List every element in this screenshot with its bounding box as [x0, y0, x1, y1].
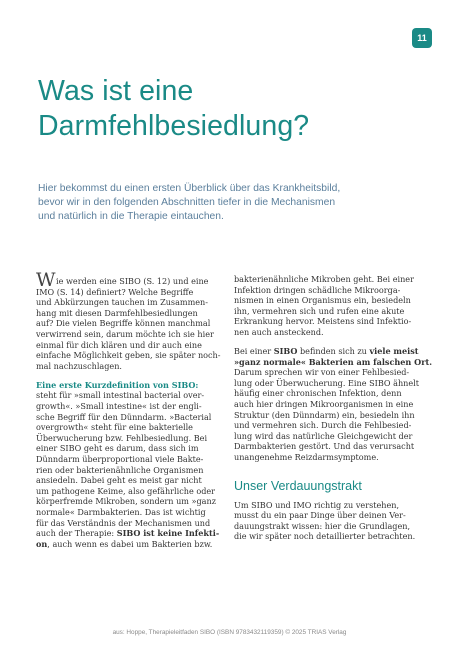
text-line: auch der Therapie: SIBO ist keine Infekti- [36, 528, 220, 539]
text-line: körperfremde Mikroben, sondern um »ganz [36, 496, 216, 507]
left-column [36, 269, 233, 558]
text-line: Erkrankung hervor. Meistens sind Infektio- [234, 316, 412, 327]
text-line: auch hier dringen Mikroorganismen in eine [234, 399, 414, 410]
text-line: Darum sprechen wir von einer Fehlbesied- [234, 367, 410, 378]
drop-cap: W [36, 269, 56, 291]
text-line: overgrowth« steht für eine bakterielle [36, 422, 193, 433]
text-line: ansiedeln. Dabei geht es meist gar nicht [36, 475, 202, 486]
text-line: nismen in einen Organismus ein, besiedeln [234, 295, 411, 306]
text-line: einfache Möglichkeit geben, sie später noch- [36, 350, 221, 361]
intro-line: bevor wir in den folgenden Abschnitten tiefer in die Mechanismen [38, 197, 336, 208]
text-line: einmal für dich klären und dir auch eine [36, 339, 202, 350]
text-line: Wie werden eine SIBO (S. 12) und eine [36, 269, 209, 291]
text-line: Infektion dringen schädliche Mikroorga- [234, 284, 401, 295]
text-line: Um SIBO und IMO richtig zu verstehen, [234, 499, 400, 510]
source-footer: aus: Hoppe, Therapieleitfaden SIBO (ISBN 9783432119359) © 2025 TRIAS Verlag [112, 629, 347, 636]
text-line: Struktur (den Dünndarm) ein, besiedeln ihn [234, 409, 415, 420]
intro-paragraph [38, 182, 423, 224]
page-title [38, 74, 428, 144]
text-line: die wir später noch detaillierter betrachten. [234, 531, 416, 542]
text-line: häufig einer chronischen Infektion, denn [234, 388, 402, 399]
text-line: und vermehren sich. Durch die Fehlbesied- [234, 420, 412, 431]
page-number-badge: 11 [412, 28, 432, 48]
text-line: musst du ein paar Dinge über deinen Ver- [234, 510, 406, 521]
text-line: dauungstrakt wissen: hier die Grundlagen, [234, 520, 411, 531]
text-line: IMO (S. 14) definiert? Welche Begriffe [36, 286, 194, 297]
emphasis-text: SIBO ist keine Infekti- [116, 528, 220, 539]
text-line: growth«. »Small intestine« ist der engli- [36, 401, 202, 412]
text-line: ihn, vermehren sich und rufen eine akute [234, 305, 405, 316]
right-column [234, 274, 431, 550]
text-line: auf? Die vielen Begriffe können manchmal [36, 318, 211, 329]
text-line: Bei einer SIBO befinden sich zu viele meist [234, 346, 419, 357]
title-line: Was ist eine [38, 75, 194, 107]
text-line: bakterienähnliche Mikroben geht. Bei einer [234, 274, 414, 284]
paragraph-sibo-definition [36, 380, 233, 550]
paragraph-definition-question [36, 269, 233, 371]
text-line: lung oder Überwucherung. Eine SIBO ähnelt [234, 377, 420, 388]
definition-lead: Eine erste Kurzdefinition von SIBO: [36, 379, 199, 390]
text-line: on, auch wenn es dabei um Bakterien bzw. [36, 538, 213, 549]
text-line: Darmbakterien gestört. Und das verursacht [234, 441, 415, 452]
text-line: um pathogene Keime, also gefährliche oder [36, 485, 216, 496]
emphasis-text: on [36, 538, 48, 549]
text-line: für das Verständnis der Mechanismen und [36, 517, 211, 528]
text-line: Dünndarm überproportional viele Bakte- [36, 454, 204, 464]
text-line: lung wird das natürliche Gleichgewicht der [234, 430, 413, 441]
title-line: Darmfehlbesiedlung? [38, 110, 310, 142]
text-line: hang mit diesen Darmfehlbesiedlungen [36, 307, 198, 318]
text-line: normale« Darmbakterien. Das ist wichtig [36, 506, 206, 517]
text-line: nen auch ansteckend. [234, 326, 324, 337]
paragraph-digestive-tract [234, 500, 431, 542]
text-line: einer SIBO geht es darum, dass sich im [36, 443, 199, 454]
emphasis-text: »ganz normale« Bakterien am falschen Ort. [234, 356, 433, 367]
text-line: Überwucherung bzw. Fehlbesiedlung. Bei [36, 432, 208, 443]
paragraph-infection [234, 274, 431, 338]
intro-line: und natürlich in die Therapie eintauchen. [38, 211, 224, 222]
text-line: unangenehme Reizdarmsymptome. [234, 452, 379, 462]
intro-line: Hier bekommst du einen ersten Überblick über das Krankheitsbild, [38, 183, 341, 194]
text-line: rien oder bakterienähnliche Organismen [36, 464, 204, 475]
text-line: sche Begriff für den Dünndarm. »Bacterial [36, 411, 212, 422]
section-subheading: Unser Verdauungstrakt [234, 478, 362, 493]
text-line: mal nachzuschlagen. [36, 360, 122, 371]
paragraph-sibo-explanation [234, 346, 431, 463]
text-line: und Abkürzungen tauchen im Zusammen- [36, 297, 208, 308]
text-line: steht für »small intestinal bacterial over- [36, 390, 205, 401]
text-line: verwirrend sein, darum möchte ich sie hier [36, 328, 214, 339]
